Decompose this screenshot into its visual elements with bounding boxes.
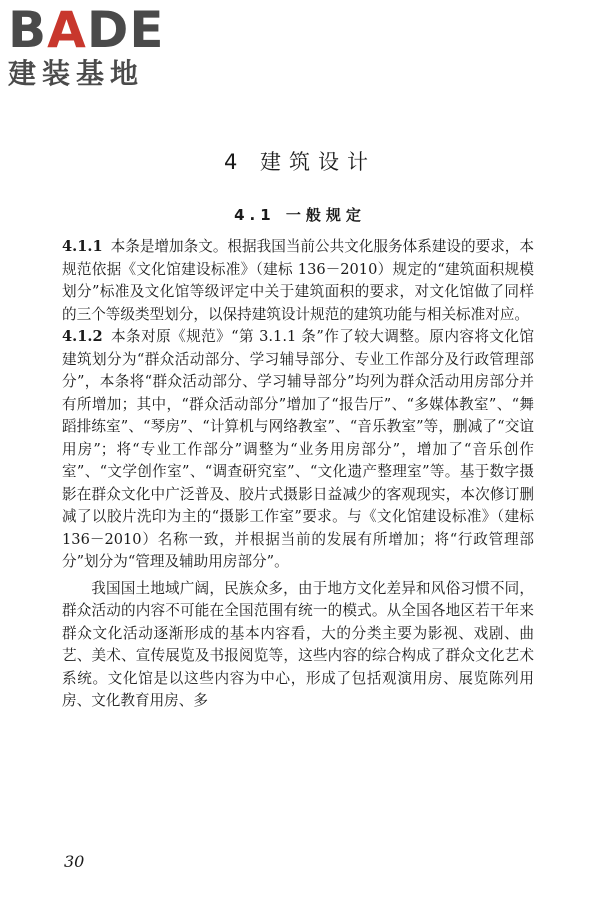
brand-logo (8, 1, 178, 90)
chapter-title: 4 建筑设计 (223, 150, 377, 174)
page-number: 30 (64, 852, 85, 871)
clause-number: 4.1.1 (62, 238, 103, 255)
section-title: 4.1 一般规定 (234, 206, 366, 224)
logo-subtitle: 建装基地 (8, 57, 145, 90)
clause-number: 4.1.2 (62, 328, 103, 345)
logo-wordmark: BADE (8, 1, 165, 59)
clause-4-1-1 (62, 236, 534, 326)
clause-text: 本条对原《规范》“第 3.1.1 条”作了较大调整。原内容将文化馆建筑划分为“群众活动部分、学习辅导部分、专业工作部分及行政管理部分”，本条将“群众活动部分、学习辅导部分”均列为群众活动用房部分并有所增加；其中，“群众活动部分”增加了“报告厅”、“多媒体教室”、“舞蹈排练室”、“琴房”、“计算机与网络教室”、“音乐教室”等，删减了“交谊用房”；将“专业工作部分”调整为“业务用房部分”，增加了“音乐创作室”、“文学创作室”、“调查研究室”、“文化遗产整理室”等。基于数字摄影在群众文化中广泛普及、胶片式摄影日益减少的客观现实，本次修订删减了以胶片洗印为主的“摄影工作室”要求。与《文化馆建设标准》（建标 136－2010）名称一致，并根据当前的发展有所增加；将“行政管理部分”划分为“管理及辅助用房部分”。 (62, 328, 534, 570)
body-paragraph (62, 578, 534, 713)
clause-4-1-2 (62, 326, 534, 574)
paragraph-text: 我国国土地域广阔，民族众多，由于地方文化差异和风俗习惯不同，群众活动的内容不可能在全国范围有统一的模式。从全国各地区若干年来群众文化活动逐渐形成的基本内容看，大的分类主要为影视、戏剧、曲艺、美术、宣传展览及书报阅览等，这些内容的综合构成了群众文化艺术系统。文化馆是以这些内容为中心，形成了包括观演用房、展览陈列用房、文化教育用房、多 (62, 579, 534, 709)
body-text (62, 236, 534, 713)
clause-text: 本条是增加条文。根据我国当前公共文化服务体系建设的要求，本规范依据《文化馆建设标准》（建标 136－2010）规定的“建筑面积规模划分”标准及文化馆等级评定中关于建筑面积的要求，对文化馆做了同样的三个等级类型划分，以保持建筑设计规范的建筑功能与相关标准对应。 (62, 238, 534, 323)
